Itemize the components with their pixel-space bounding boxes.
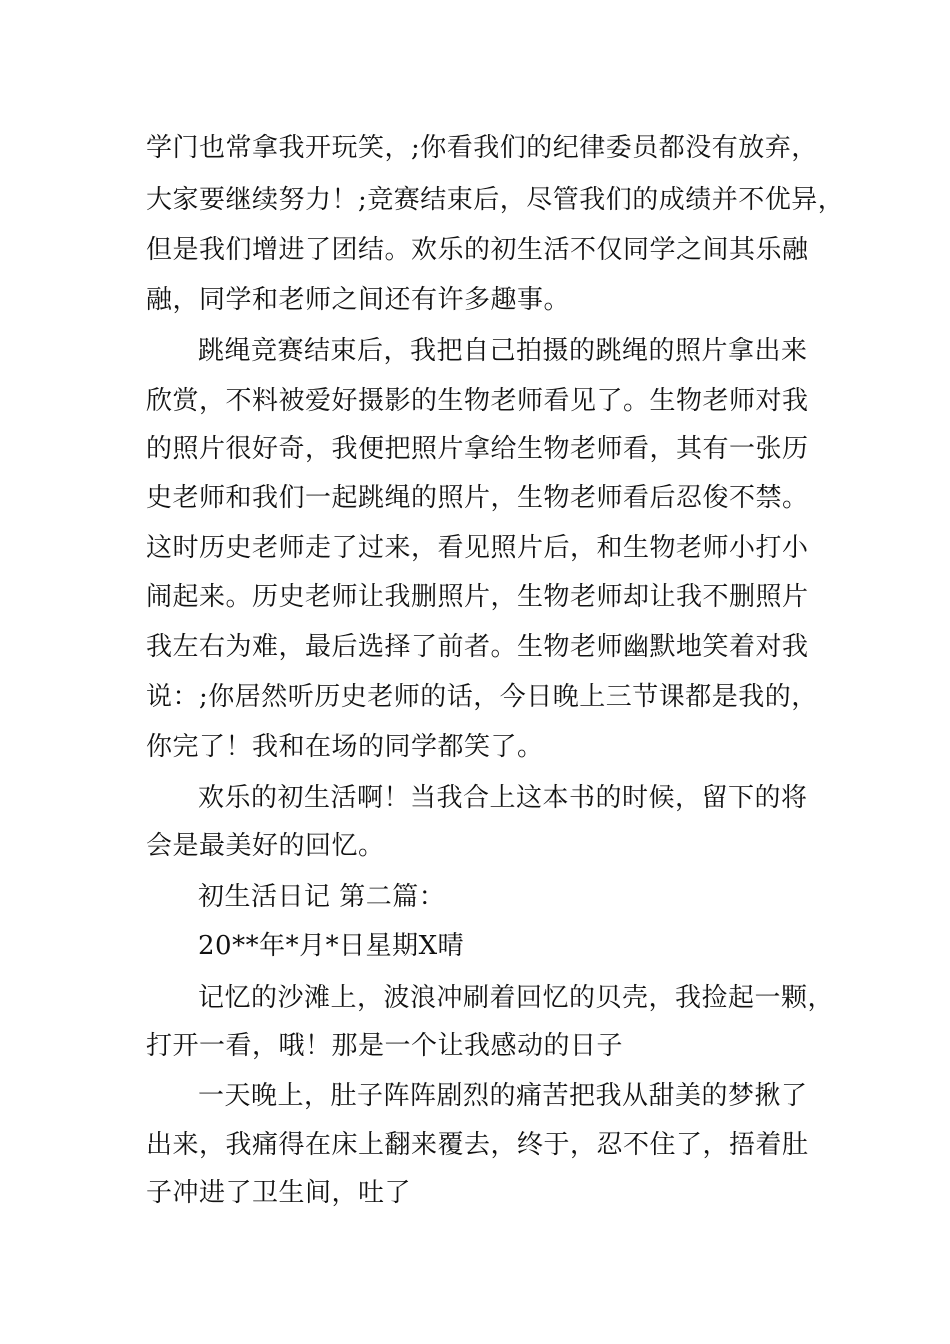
- paragraph-line: 说：;你居然听历史老师的话，今日晚上三节课都是我的，: [146, 682, 818, 712]
- paragraph-line: 大家要继续努力！;竞赛结束后，尽管我们的成绩并不优异，: [146, 185, 845, 215]
- paragraph-line: 史老师和我们一起跳绳的照片，生物老师看后忍俊不禁。: [146, 483, 809, 513]
- paragraph-line: 这时历史老师走了过来，看见照片后，和生物老师小打小: [146, 533, 809, 563]
- paragraph-line: 融，同学和老师之间还有许多趣事。: [146, 285, 571, 315]
- paragraph-line: 一天晚上，肚子阵阵剧烈的痛苦把我从甜美的梦揪了: [198, 1081, 808, 1111]
- paragraph-line: 会是最美好的回忆。: [146, 831, 385, 861]
- paragraph-line: 打开一看，哦！那是一个让我感动的日子: [146, 1031, 624, 1061]
- paragraph-line: 出来，我痛得在床上翻来覆去，终于，忍不住了，捂着肚: [146, 1130, 809, 1160]
- paragraph-line: 你完了！我和在场的同学都笑了。: [146, 732, 544, 762]
- paragraph-line: 记忆的沙滩上，波浪冲刷着回忆的贝壳，我捡起一颗，: [198, 983, 835, 1013]
- paragraph-line: 我左右为难，最后选择了前者。生物老师幽默地笑着对我: [146, 632, 809, 662]
- paragraph-line: 闹起来。历史老师让我删照片，生物老师却让我不删照片: [146, 582, 809, 612]
- paragraph-line: 但是我们增进了团结。欢乐的初生活不仅同学之间其乐融: [146, 235, 809, 265]
- paragraph-line: 欢乐的初生活啊！当我合上这本书的时候，留下的将: [198, 783, 808, 813]
- paragraph-line: 子冲进了卫生间，吐了: [146, 1178, 412, 1208]
- paragraph-line: 跳绳竞赛结束后，我把自己拍摄的跳绳的照片拿出来: [198, 336, 808, 366]
- section-heading: 初生活日记 第二篇：: [198, 882, 446, 912]
- paragraph-line: 学门也常拿我开玩笑，;你看我们的纪律委员都没有放弃，: [146, 133, 818, 163]
- paragraph-line: 的照片很好奇，我便把照片拿给生物老师看，其有一张历: [146, 434, 809, 464]
- date-line: 20**年*月*日星期X晴: [198, 931, 465, 961]
- paragraph-line: 欣赏，不料被爱好摄影的生物老师看见了。生物老师对我: [146, 386, 809, 416]
